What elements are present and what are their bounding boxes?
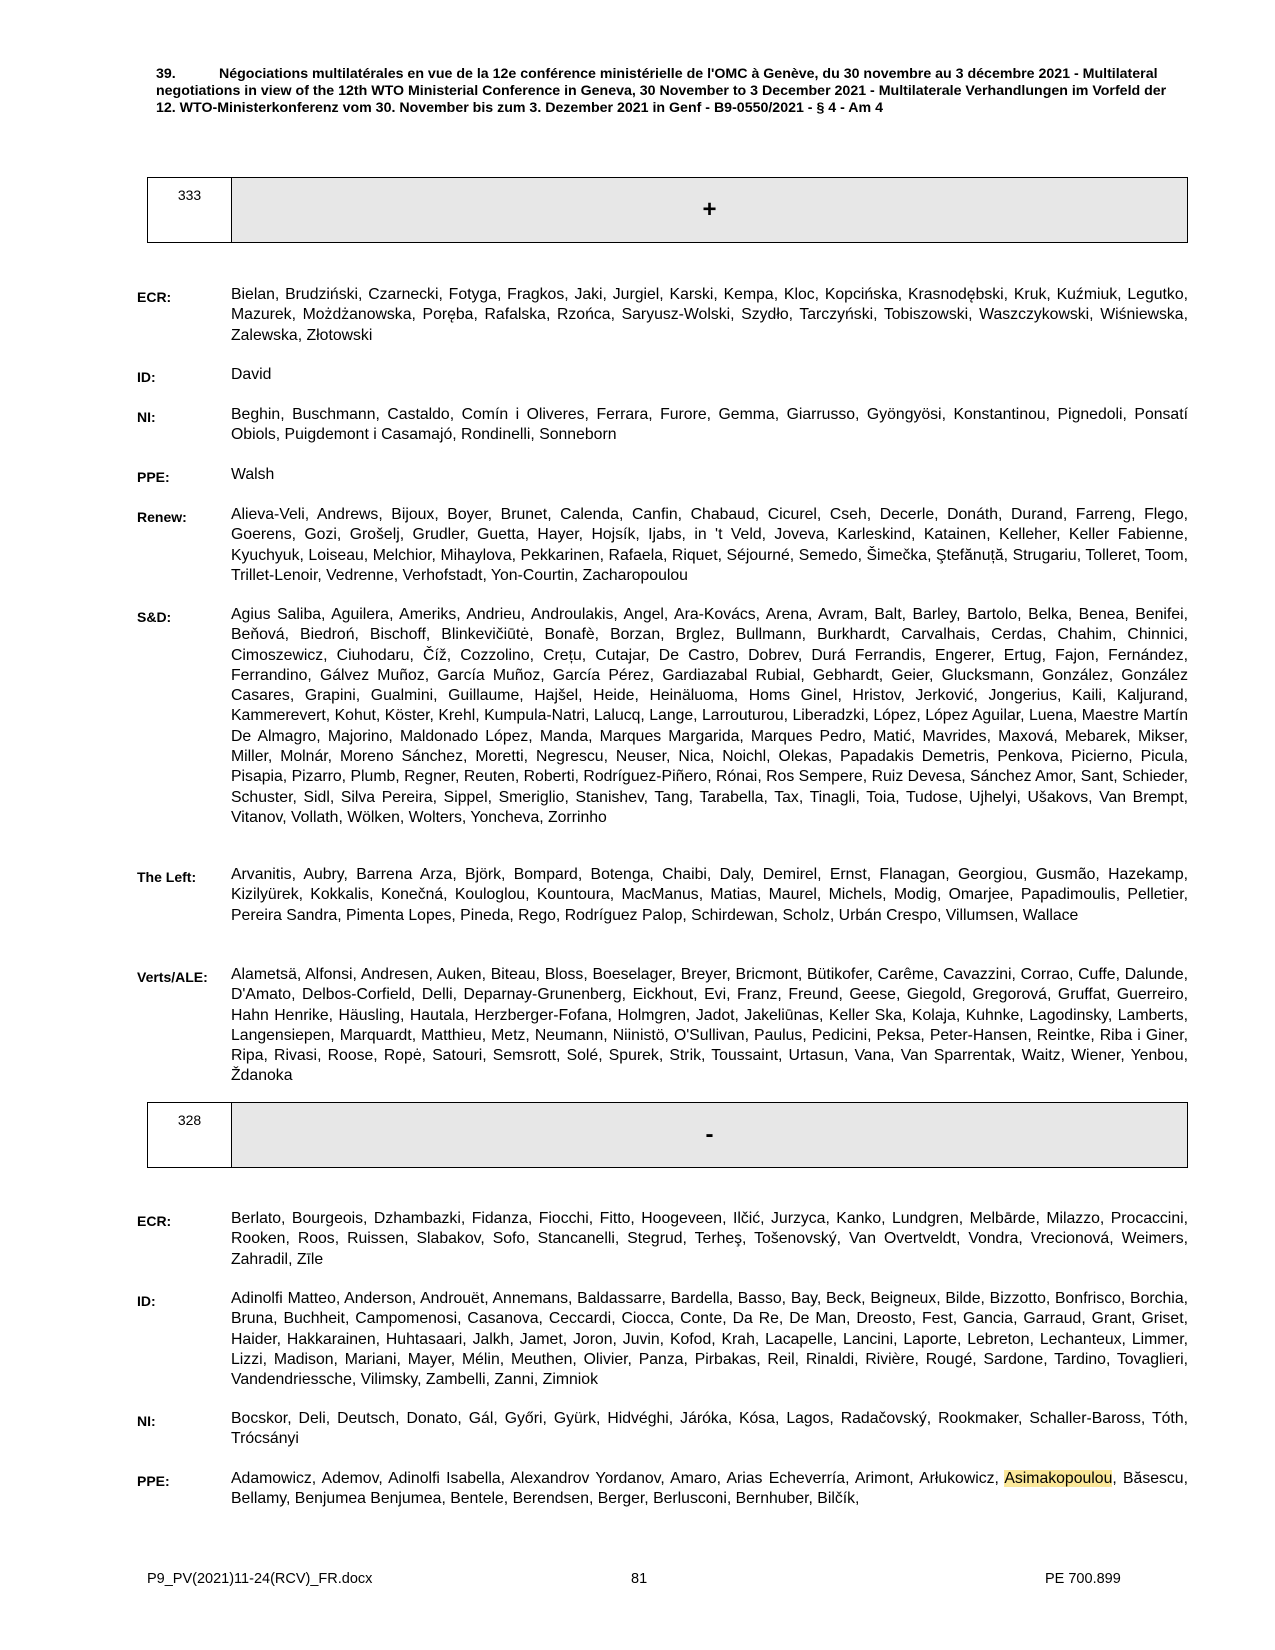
agenda-item-heading — [156, 66, 1168, 117]
group-label: Renew: — [137, 509, 187, 525]
for-group-ni — [137, 405, 1188, 446]
group-members: Arvanitis, Aubry, Barrena Arza, Björk, Bompard, Botenga, Chaibi, Daly, Demirel, Ernst, Flanagan, Georgiou, Gusmão, Hazekamp, Kizilyürek, Kokkalis, Konečná, Kouloglou, Kountoura, MacManus, Matias, Maurel, Michels, Modig, Omarjee, Papadimoulis, Pelletier, Pereira Sandra, Pimenta Lopes, Pineda, Rego, Rodríguez Palop, Schirdewan, Scholz, Urbán Crespo, Villumsen, Wallace — [231, 866, 1188, 924]
footer-document-name: P9_PV(2021)11-24(RCV)_FR.docx — [147, 1571, 373, 1587]
group-label: ECR: — [137, 1213, 172, 1229]
for-group-the-left — [137, 865, 1188, 926]
group-label: S&D: — [137, 609, 172, 625]
group-members: Alieva-Veli, Andrews, Bijoux, Boyer, Brunet, Calenda, Canfin, Chabaud, Cicurel, Cseh, Decerle, Donáth, Durand, Farreng, Flego, Goerens, Gozi, Grošelj, Grudler, Guetta, Hayer, Hojsík, Ijabs, in 't Veld, Joveva, Karleskind, Katainen, Kelleher, Keller Fabienne, Kyuchyuk, Loiseau, Melchior, Mihaylova, Pekkarinen, Rafaela, Riquet, Séjourné, Semedo, Šimečka, Ştefănuță, Strugariu, Tolleret, Toom, Trillet-Lenoir, Vedrenne, Verhofstadt, Yon-Courtin, Zacharopoulou — [231, 506, 1188, 584]
vote-against-count: 328 — [148, 1103, 232, 1167]
vote-for-box — [147, 177, 1188, 243]
group-label: NI: — [137, 409, 156, 425]
group-label: ECR: — [137, 289, 172, 305]
against-group-ecr — [137, 1209, 1188, 1270]
group-members: Bielan, Brudziński, Czarnecki, Fotyga, Fragkos, Jaki, Jurgiel, Karski, Kempa, Kloc, Kopcińska, Krasnodębski, Kruk, Kuźmiuk, Legutko, Mazurek, Możdżanowska, Poręba, Rafalska, Rzońca, Saryusz-Wolski, Szydło, Tarczyński, Tobiszowski, Waszczykowski, Wiśniewska, Zalewska, Złotowski — [231, 286, 1188, 344]
group-members: Adinolfi Matteo, Anderson, Androuët, Annemans, Baldassarre, Bardella, Basso, Bay, Beck, Beigneux, Bilde, Bizzotto, Bonfrisco, Borchia, Bruna, Buchheit, Campomenosi, Casanova, Ceccardi, Ciocca, Conte, Da Re, De Man, Dreosto, Fest, Gancia, Garraud, Grant, Griset, Haider, Hakkarainen, Huhtasaari, Jalkh, Jamet, Joron, Juvin, Kofod, Krah, Lacapelle, Lancini, Laporte, Lebreton, Lechanteux, Limmer, Lizzi, Madison, Mariani, Mayer, Mélin, Meuthen, Olivier, Panza, Pirbakas, Reil, Rinaldi, Rivière, Rougé, Sardone, Tardino, Tovaglieri, Vandendriessche, Vilimsky, Zambelli, Zanni, Zimniok — [231, 1290, 1188, 1389]
group-members: Berlato, Bourgeois, Dzhambazki, Fidanza, Fiocchi, Fitto, Hoogeveen, Ilčić, Jurzyca, Kanko, Lundgren, Melbārde, Milazzo, Procaccini, Rooken, Roos, Ruissen, Slabakov, Sofo, Stancanelli, Stegrud, Terheş, Tošenovský, Van Overtveldt, Vondra, Vrecionová, Weimers, Zahradil, Zīle — [231, 1210, 1188, 1268]
group-label: Verts/ALE: — [137, 969, 208, 985]
for-group-id — [137, 365, 1188, 387]
members-after: , Băsescu, Bellamy, Benjumea Benjumea, Bentele, Berendsen, Berger, Berlusconi, Bernhuber, Bilčík, — [231, 1470, 1188, 1508]
item-number: 39. — [156, 66, 176, 82]
vote-against-box — [147, 1102, 1188, 1168]
group-label: ID: — [137, 369, 156, 385]
footer-reference: PE 700.899 — [1045, 1571, 1121, 1587]
for-group-renew — [137, 505, 1188, 586]
group-members — [231, 1469, 1188, 1510]
group-label: ID: — [137, 1293, 156, 1309]
against-group-id — [137, 1289, 1188, 1390]
against-group-ni — [137, 1409, 1188, 1450]
group-members: Bocskor, Deli, Deutsch, Donato, Gál, Győri, Gyürk, Hidvéghi, Járóka, Kósa, Lagos, Radačovský, Rookmaker, Schaller-Baross, Tóth, Trócsányi — [231, 1410, 1188, 1448]
vote-for-sign: + — [232, 178, 1187, 242]
group-members: Agius Saliba, Aguilera, Ameriks, Andrieu, Androulakis, Angel, Ara-Kovács, Arena, Avram, Balt, Barley, Bartolo, Belka, Benea, Benifei, Beňová, Biedroń, Bischoff, Blinkevičiūtė, Bonafè, Borzan, Brglez, Bullmann, Burkhardt, Carvalhais, Cerdas, Chahim, Chinnici, Cimoszewicz, Ciuhodaru, Číž, Cozzolino, Crețu, Cutajar, De Castro, Dobrev, Durá Ferrandis, Engerer, Ertug, Fajon, Fernández, Ferrandino, Gálvez Muñoz, García Muñoz, García Pérez, Gardiazabal Rubial, Gebhardt, Geier, Glucksmann, González, González Casares, Grapini, Gualmini, Guillaume, Hajšel, Heide, Heinäluoma, Homs Ginel, Hristov, Jerković, Jongerius, Kaili, Kaljurand, Kammerevert, Kohut, Köster, Krehl, Kumpula-Natri, Lalucq, Lange, Larrouturou, Liberadzki, López, López Aguilar, Luena, Maestre Martín De Almagro, Majorino, Maldonado López, Manda, Marques Margarida, Marques Pedro, Matić, Mavrides, Maxová, Mebarek, Mikser, Miller, Molnár, Moreno Sánchez, Moretti, Negrescu, Neuser, Nica, Noichl, Olekas, Papadakis Demetris, Penkova, Picierno, Picula, Pisapia, Pizarro, Plumb, Regner, Reuten, Roberti, Rodríguez-Piñero, Rónai, Ros Sempere, Ruiz Devesa, Sánchez Amor, Sant, Schieder, Schuster, Sidl, Silva Pereira, Sippel, Smeriglio, Stanishev, Tang, Tarabella, Tax, Tinagli, Toia, Tudose, Ujhelyi, Ušakovs, Van Brempt, Vitanov, Vollath, Wölken, Wolters, Yoncheva, Zorrinho — [231, 606, 1188, 826]
for-group-ppe — [137, 465, 1188, 487]
against-group-ppe — [137, 1469, 1188, 1510]
for-group-sd — [137, 605, 1188, 828]
group-label: The Left: — [137, 869, 197, 885]
group-members: Beghin, Buschmann, Castaldo, Comín i Oliveres, Ferrara, Furore, Gemma, Giarrusso, Gyöngyösi, Konstantinou, Pignedoli, Ponsatí Obiols, Puigdemont i Casamajó, Rondinelli, Sonneborn — [231, 406, 1188, 444]
group-members: Alametsä, Alfonsi, Andresen, Auken, Biteau, Bloss, Boeselager, Breyer, Bricmont, Bütikofer, Carême, Cavazzini, Corrao, Cuffe, Dalunde, D'Amato, Delbos-Corfield, Delli, Deparnay-Grunenberg, Eickhout, Evi, Franz, Freund, Geese, Giegold, Gregorová, Gruffat, Guerreiro, Hahn Henrike, Häusling, Hautala, Herzberger-Fofana, Holmgren, Jadot, Jakeliūnas, Keller Ska, Kolaja, Kuhnke, Lagodinsky, Lamberts, Langensiepen, Marquardt, Matthieu, Metz, Neumann, Niinistö, O'Sullivan, Paulus, Pedicini, Peksa, Peter-Hansen, Reintke, Riba i Giner, Ripa, Rivasi, Roose, Ropė, Satouri, Semsrott, Solé, Spurek, Strik, Toussaint, Urtasun, Vana, Van Sparrentak, Waitz, Wiener, Yenbou, Ždanoka — [231, 966, 1188, 1085]
group-members: Walsh — [231, 466, 275, 483]
vote-for-count: 333 — [148, 178, 232, 242]
members-before: Adamowicz, Ademov, Adinolfi Isabella, Alexandrov Yordanov, Amaro, Arias Echeverría, Arimont, Arłukowicz, — [231, 1470, 999, 1487]
for-group-ecr — [137, 285, 1188, 346]
item-title: Négociations multilatérales en vue de la 12e conférence ministérielle de l'OMC à Genève, du 30 novembre au 3 décembre 2021 - Multilateral negotiations in view of the 12th WTO Ministerial Conference in Geneva, 30 November to 3 December 2021 - Multilaterale Verhandlungen im Vorfeld der 12. WTO-Ministerkonferenz vom 30. November bis zum 3. Dezember 2021 in Genf - B9-0550/2021 - § 4 - Am 4 — [156, 66, 1167, 116]
group-members: David — [231, 366, 272, 383]
group-label: PPE: — [137, 469, 170, 485]
vote-against-sign: - — [232, 1103, 1187, 1167]
group-label: PPE: — [137, 1473, 170, 1489]
group-label: NI: — [137, 1413, 156, 1429]
highlighted-member: Asimakopoulou — [1004, 1470, 1113, 1487]
footer-page-number: 81 — [631, 1571, 648, 1587]
for-group-verts-ale — [137, 965, 1188, 1087]
